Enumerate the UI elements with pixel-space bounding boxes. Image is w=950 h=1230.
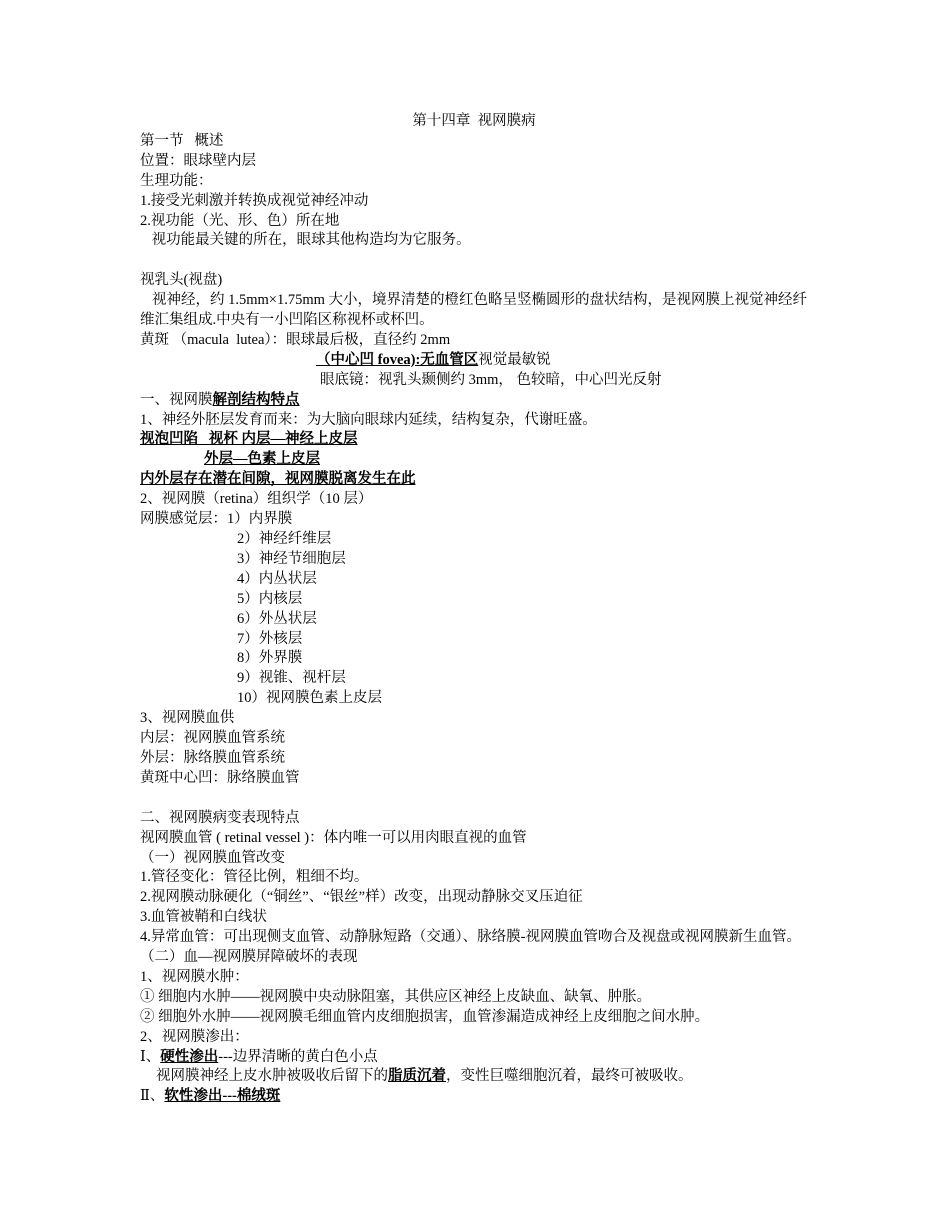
- emphasis-text: 解剖结构特点: [212, 391, 300, 408]
- text-line: 外层：脉络膜血管系统: [140, 749, 285, 766]
- exudate-line: [140, 1087, 820, 1107]
- heading-line: [140, 391, 820, 411]
- emphasis-text: 软性渗出---棉绒斑: [164, 1088, 281, 1105]
- layer-item: 3）神经节细胞层: [237, 550, 346, 567]
- exudate-detail-line: [140, 1067, 820, 1087]
- text-line: 黄斑中心凹：脉络膜血管: [140, 769, 300, 786]
- text-span: ，变性巨噬细胞沉着，最终可被吸收。: [446, 1068, 693, 1085]
- text-line: 2、视网膜渗出：: [140, 1028, 249, 1045]
- text-line: ② 细胞外水肿——视网膜毛细血管内皮细胞损害，血管渗漏造成神经上皮细胞之间水肿。: [140, 1008, 710, 1025]
- text-span: 一、视网膜: [140, 391, 213, 408]
- exudate-line: [140, 1048, 820, 1068]
- text-span: Ⅱ、: [140, 1088, 165, 1105]
- paragraph: 视神经，约 1.5mm×1.75mm 大小，境界清楚的橙红色略呈竖椭圆形的盘状结构，是视网膜上视觉神经纤维汇集组成.中央有一小凹陷区称视杯或杯凹。: [140, 292, 808, 329]
- emphasis-text: 硬性渗出: [160, 1048, 219, 1065]
- layer-item: 9）视锥、视杆层: [237, 670, 346, 687]
- text-line: （一）视网膜血管改变: [140, 849, 285, 866]
- text-line: （二）血—视网膜屏障破坏的表现: [140, 949, 358, 966]
- text-line: 1.管径变化：管径比例，粗细不均。: [140, 869, 369, 886]
- emphasis-text: （中心凹 fovea):无血管区: [316, 351, 479, 368]
- text-line: 2、视网膜（retina）组织学（10 层）: [140, 491, 373, 508]
- layer-item: 5）内核层: [237, 590, 303, 607]
- text-line: 内层：视网膜血管系统: [140, 730, 285, 747]
- layer-item: 10）视网膜色素上皮层: [237, 690, 382, 707]
- text-line: ① 细胞内水肿——视网膜中央动脉阻塞，其供应区神经上皮缺血、缺氧、肿胀。: [140, 988, 652, 1005]
- fovea-line: [140, 351, 820, 371]
- text-line: 2.视功能（光、形、色）所在地: [140, 212, 340, 229]
- text-line: 3、视网膜血供: [140, 710, 235, 727]
- emphasis-line: 视泡凹陷 视杯 内层—神经上皮层: [140, 431, 358, 448]
- text-line: 黄斑 （macula lutea）：眼球最后极，直径约 2mm: [140, 331, 451, 348]
- text-line: 1、神经外胚层发育而来：为大脑向眼球内延续，结构复杂，代谢旺盛。: [140, 411, 597, 428]
- layer-item: 7）外核层: [237, 630, 303, 647]
- document-page: [140, 112, 820, 1107]
- text-span: Ⅰ、: [140, 1048, 161, 1065]
- layer-item: 4）内丛状层: [237, 570, 317, 587]
- blank-line: [140, 251, 820, 271]
- text-span: 视觉最敏锐: [478, 351, 551, 368]
- text-span: ---边界清晰的黄白色小点: [218, 1048, 378, 1065]
- text-line: 视乳头(视盘): [140, 272, 223, 289]
- layer-item: 8）外界膜: [237, 650, 303, 667]
- chapter-title: 第十四章 视网膜病: [412, 113, 536, 129]
- text-line: 3.血管被鞘和白线状: [140, 909, 267, 926]
- paragraph: 4.异常血管：可出现侧支血管、动静脉短路（交通）、脉络膜-视网膜血管吻合及视盘或视网膜新生血管。: [140, 929, 801, 946]
- text-line: 视网膜血管 ( retinal vessel )：体内唯一可以用肉眼直视的血管: [140, 829, 527, 846]
- text-line: 位置：眼球壁内层: [140, 152, 256, 169]
- emphasis-line: 内外层存在潜在间隙，视网膜脱离发生在此: [140, 471, 416, 488]
- text-span: 视网膜神经上皮水肿被吸收后留下的: [156, 1068, 388, 1085]
- text-line: 1、视网膜水肿：: [140, 968, 249, 985]
- emphasis-text: 脂质沉着: [388, 1068, 446, 1085]
- text-line: 二、视网膜病变表现特点: [140, 809, 300, 826]
- section-heading: 第一节 概述: [140, 132, 224, 149]
- emphasis-line: 外层—色素上皮层: [204, 451, 320, 468]
- text-line: 眼底镜：视乳头颞侧约 3mm， 色较暗，中心凹光反射: [320, 371, 662, 388]
- text-line: 网膜感觉层：1）内界膜: [140, 511, 293, 528]
- text-line: 2.视网膜动脉硬化（“铜丝”、“银丝”样）改变，出现动静脉交叉压迫征: [140, 889, 583, 906]
- text-line: 1.接受光刺激并转换成视觉神经冲动: [140, 192, 369, 209]
- text-line: 生理功能：: [140, 172, 213, 189]
- blank-line: [140, 789, 820, 809]
- layer-item: 2）神经纤维层: [237, 531, 332, 548]
- text-line: 视功能最关键的所在，眼球其他构造均为它服务。: [148, 232, 471, 249]
- layer-item: 6）外丛状层: [237, 610, 317, 627]
